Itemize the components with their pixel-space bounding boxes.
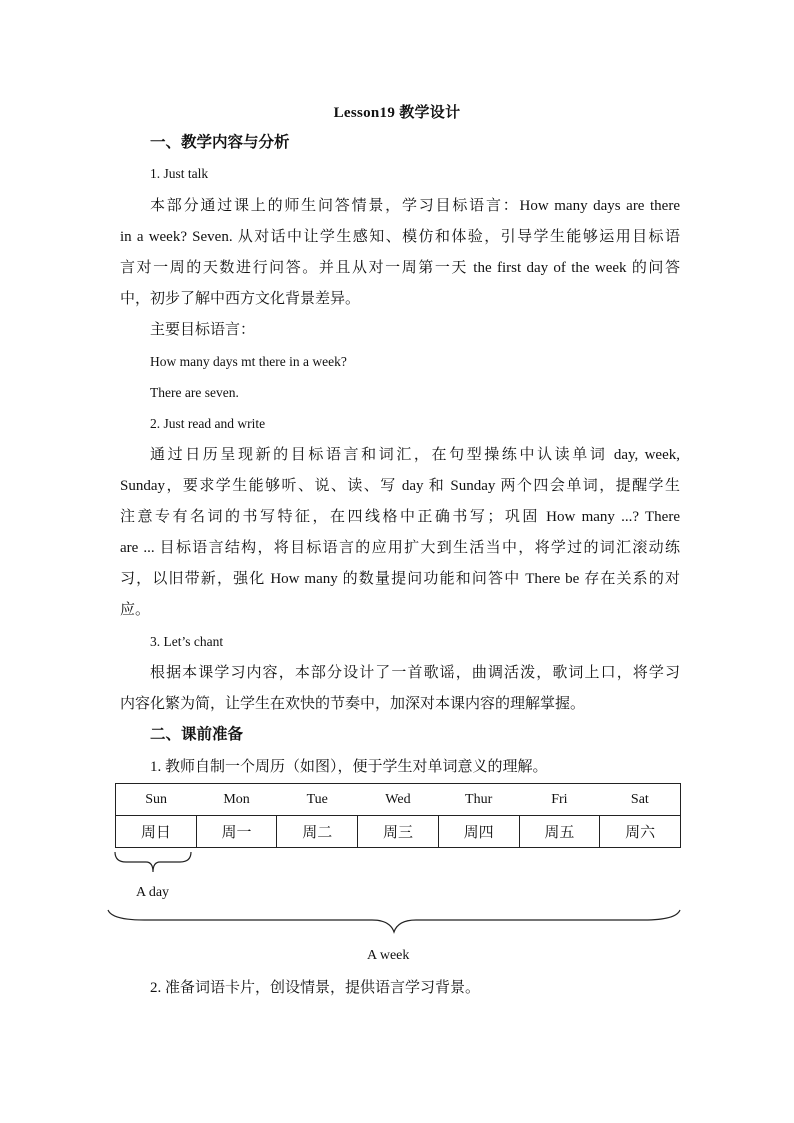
calendar-cell-en: Tue: [277, 784, 358, 816]
calendar-cell-cn: 周五: [519, 816, 600, 848]
part2-para-line-5: 习，以旧带新，强化 How many 的数量提问功能和问答中 There be 存在关系的对: [120, 571, 680, 587]
section1-heading: 一、教学内容与分析: [150, 134, 290, 151]
calendar-cell-en: Fri: [519, 784, 600, 816]
calendar-cell-cn: 周一: [196, 816, 277, 848]
part2-heading: 2. Just read and write: [150, 416, 266, 431]
section2-heading: 二、课前准备: [150, 726, 244, 743]
prep-item-2: 2. 准备词语卡片，创设情景，提供语言学习背景。: [150, 980, 481, 996]
calendar-cell-cn: 周三: [358, 816, 439, 848]
part2-para-line-2: Sunday，要求学生能够听、说、读、写 day 和 Sunday 两个四会单词，提醒学生: [120, 478, 680, 494]
calendar-cell-en: Sun: [116, 784, 197, 816]
week-calendar-table: [115, 783, 681, 848]
calendar-cell-cn: 周日: [116, 816, 197, 848]
day-brace-icon: [112, 850, 194, 878]
day-label: A day: [136, 885, 170, 900]
document-title: Lesson19 教学设计: [333, 105, 461, 121]
part1-heading: 1. Just talk: [150, 166, 209, 181]
calendar-english-row: [116, 784, 681, 816]
part2-para-line-1: 通过日历呈现新的目标语言和词汇，在句型操练中认读单词 day, week,: [150, 447, 680, 463]
part3-para-line-1: 根据本课学习内容，本部分设计了一首歌谣，曲调活泼，歌词上口，将学习: [150, 665, 680, 681]
part1-para-line-2: in a week? Seven. 从对话中让学生感知、模仿和体验，引导学生能够运用目标语: [120, 229, 680, 245]
week-brace-icon: [104, 906, 684, 936]
week-label: A week: [367, 948, 410, 963]
calendar-chinese-row: [116, 816, 681, 848]
part2-para-line-4: are ... 目标语言结构，将目标语言的应用扩大到生活当中，将学过的词汇滚动练: [120, 540, 680, 556]
calendar-cell-en: Wed: [358, 784, 439, 816]
prep-item-1: 1. 教师自制一个周历（如图），便于学生对单词意义的理解。: [150, 759, 548, 775]
part2-para-line-6: 应。: [120, 602, 151, 618]
calendar-cell-cn: 周二: [277, 816, 358, 848]
part1-para-line-1: 本部分通过课上的师生问答情景，学习目标语言：How many days are there: [150, 198, 680, 214]
part1-para-line-3: 言对一周的天数进行问答。并且从对一周第一天 the first day of the week 的问答: [120, 260, 680, 276]
part3-heading: 3. Let’s chant: [150, 634, 224, 649]
part1-para-line-4: 中，初步了解中西方文化背景差异。: [120, 291, 361, 307]
target-language-line-2: There are seven.: [150, 385, 239, 400]
calendar-cell-en: Sat: [600, 784, 681, 816]
target-language-label: 主要目标语言：: [150, 322, 256, 338]
calendar-cell-cn: 周六: [600, 816, 681, 848]
calendar-cell-cn: 周四: [438, 816, 519, 848]
calendar-cell-en: Thur: [438, 784, 519, 816]
calendar-cell-en: Mon: [196, 784, 277, 816]
part3-para-line-2: 内容化繁为简，让学生在欢快的节奏中，加深对本课内容的理解掌握。: [120, 696, 586, 712]
target-language-line-1: How many days mt there in a week?: [150, 354, 347, 369]
part2-para-line-3: 注意专有名词的书写特征，在四线格中正确书写；巩固 How many ...? There: [120, 509, 680, 525]
